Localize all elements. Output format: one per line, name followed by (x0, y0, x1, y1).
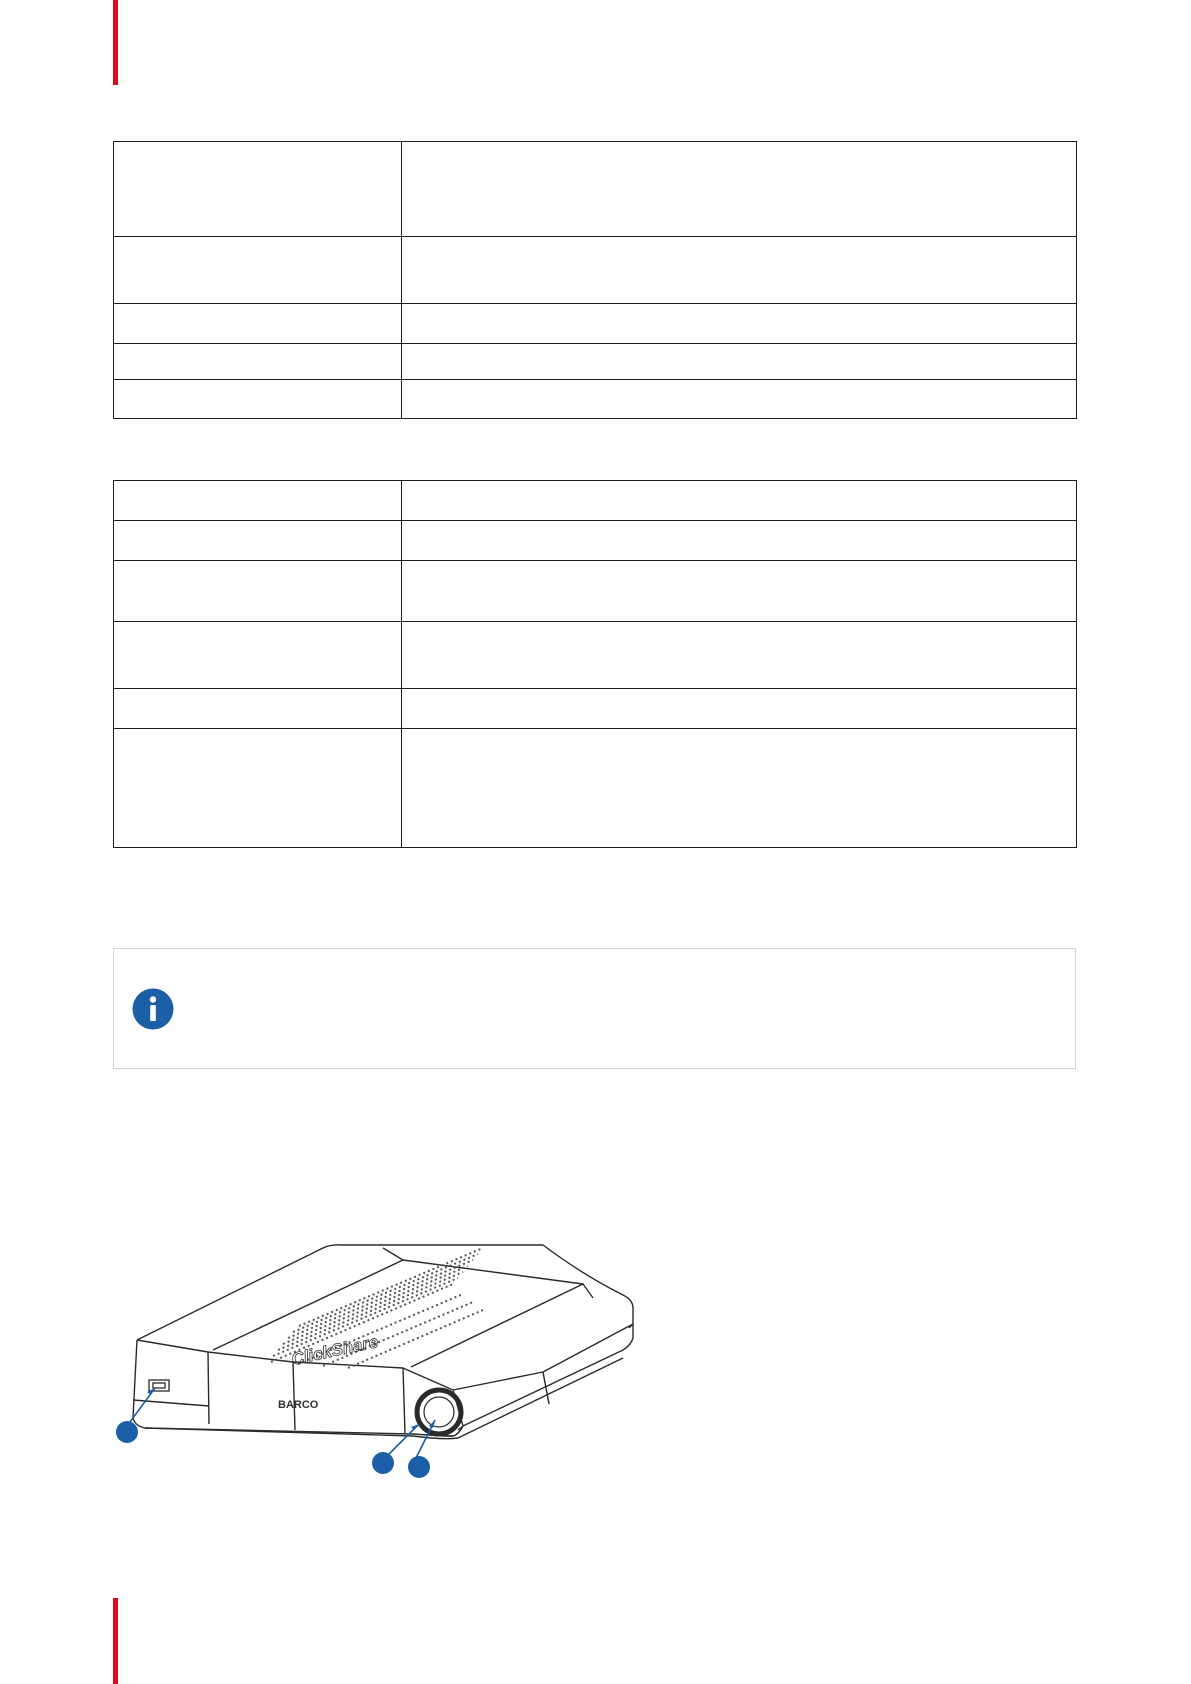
table-row (114, 521, 1077, 561)
table-cell-value (402, 380, 1077, 419)
table-cell-value (402, 304, 1077, 344)
table-cell-value (402, 521, 1077, 561)
table-cell-label (114, 481, 402, 521)
table-cell-label (114, 622, 402, 689)
table-cell-value (402, 689, 1077, 729)
clickshare-base-unit-drawing (113, 1240, 723, 1480)
table-cell-value (402, 622, 1077, 689)
device-illustration (113, 1240, 723, 1480)
table-cell-label (114, 142, 402, 237)
table-cell-value (402, 237, 1077, 304)
table-cell-label (114, 344, 402, 380)
table-cell-label (114, 689, 402, 729)
info-note (113, 948, 1076, 1069)
table-row (114, 142, 1077, 237)
spec-table-1 (113, 141, 1077, 419)
table-cell-value (402, 142, 1077, 237)
table-cell-label (114, 561, 402, 622)
table-row (114, 729, 1077, 848)
table-row (114, 344, 1077, 380)
spec-table-2 (113, 480, 1077, 848)
table-row (114, 689, 1077, 729)
table-cell-label (114, 380, 402, 419)
table-row (114, 481, 1077, 521)
product-label: ClickShare (289, 1332, 380, 1369)
table-cell-value (402, 729, 1077, 848)
usb-port (149, 1380, 169, 1391)
table-cell-label (114, 237, 402, 304)
table-row (114, 561, 1077, 622)
callout-2 (372, 1452, 394, 1474)
standby-button (417, 1390, 461, 1434)
table-cell-label (114, 729, 402, 848)
callout-3 (408, 1456, 430, 1478)
bottom-accent-bar (113, 1598, 118, 1684)
vent-grille (266, 1248, 480, 1337)
table-cell-label (114, 304, 402, 344)
top-accent-bar (113, 0, 118, 85)
table-row (114, 304, 1077, 344)
table-cell-value (402, 481, 1077, 521)
table-cell-label (114, 521, 402, 561)
table-row (114, 380, 1077, 419)
table-cell-value (402, 344, 1077, 380)
table-row (114, 622, 1077, 689)
table-cell-value (402, 561, 1077, 622)
table-row (114, 237, 1077, 304)
info-icon (132, 988, 174, 1030)
callout-1 (116, 1421, 138, 1443)
brand-label: BARCO (278, 1399, 319, 1411)
